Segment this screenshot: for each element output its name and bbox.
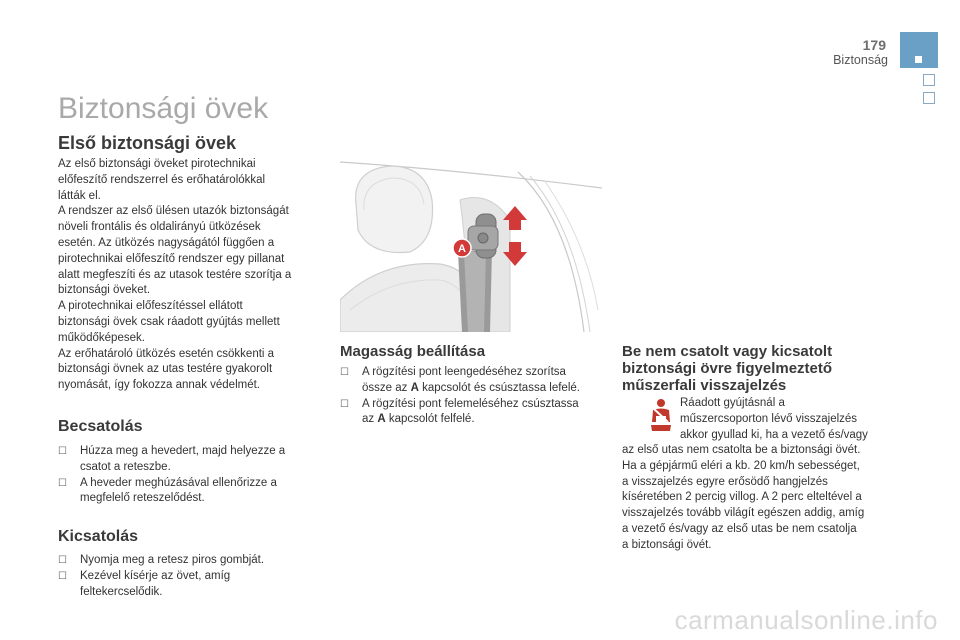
list-item: ☐ A rögzítési pont felemeléséhez csúsztassa az A kapcsolót felfelé. bbox=[340, 397, 579, 426]
seatbelt-height-illustration bbox=[340, 160, 602, 332]
section-name: Biztonság bbox=[833, 53, 888, 67]
fastening-heading: Becsatolás bbox=[58, 418, 143, 435]
warning-body: az első utas nem csatolta be a biztonsági övét. Ha a gépjármű eléri a kb. 20 km/h sebességet, a visszajelzés egyre erősödő hangjelzés kíséretében 2 percig villog. A 2 perc elteltével a visszajelzés tovább világít egészen addig, amíg a vezető és/vagy az első utas be nem csatolja a biztonsági övét. bbox=[622, 444, 865, 551]
text-line: látták el. bbox=[58, 189, 101, 202]
checkbox-bullet-icon: ☐ bbox=[58, 446, 67, 457]
text-line: nyomását, így fokozza annak védelmét. bbox=[58, 379, 260, 392]
unfastening-list bbox=[58, 553, 264, 600]
text-line: növeli frontális és oldalirányú ütközések bbox=[58, 221, 261, 234]
side-tab-box-2 bbox=[923, 92, 935, 104]
warning-intro: Ráadott gyújtásnál a műszercsoporton lévő visszajelzés akkor gyullad ki, ha a vezető és/vagy bbox=[680, 397, 868, 441]
height-adjust-list bbox=[340, 365, 580, 428]
text-line: pirotechnikai előfeszítő rendszer egy pillanat bbox=[58, 252, 285, 265]
checkbox-bullet-icon: ☐ bbox=[340, 398, 349, 410]
text-line: A rendszer az első ülésen utazók biztonságát bbox=[58, 205, 289, 218]
checkbox-bullet-icon: ☐ bbox=[58, 570, 67, 582]
page-number: 179 bbox=[862, 37, 886, 53]
text-line: Az első biztonsági öveket pirotechnikai bbox=[58, 158, 256, 170]
checkbox-bullet-icon: ☐ bbox=[58, 555, 67, 566]
text-line: A pirotechnikai előfeszítéssel ellátott bbox=[58, 300, 243, 313]
text-line: előfeszítő rendszerrel és erőhatárolókkal bbox=[58, 173, 266, 186]
height-adjust-heading: Magasság beállítása bbox=[340, 343, 486, 360]
section-tab bbox=[900, 32, 938, 68]
seatbelt-warning-icon bbox=[648, 398, 674, 432]
text-line: esetén. Az ütközés nagyságától függően a bbox=[58, 236, 275, 249]
list-item: ☐ Nyomja meg a retesz piros gombját. bbox=[58, 553, 264, 569]
text-line: Az erőhatároló ütközés esetén csökkenti a bbox=[58, 347, 275, 360]
label-a: A bbox=[458, 243, 466, 255]
page-title: Biztonsági övek bbox=[58, 92, 269, 125]
unfastening-heading: Kicsatolás bbox=[58, 528, 139, 545]
front-belts-heading: Első biztonsági övek bbox=[58, 133, 237, 153]
text-line: biztonsági öveket. bbox=[58, 284, 151, 297]
list-item: ☐ Kezével kísérje az övet, amíg feltekercselődik. bbox=[58, 569, 231, 598]
text-line: alatt megfeszíti és az utasok testére szorítja a bbox=[58, 268, 292, 281]
list-item: ☐ A heveder meghúzásával ellenőrizze a megfelelő reteszelődést. bbox=[58, 476, 277, 505]
checkbox-bullet-icon: ☐ bbox=[340, 367, 349, 378]
tab-marker bbox=[915, 56, 922, 63]
fastening-list bbox=[58, 444, 285, 507]
text-line: működőképesek. bbox=[58, 331, 145, 344]
checkbox-bullet-icon: ☐ bbox=[58, 477, 67, 489]
text-line: biztonsági övnek az utas testére gyakorolt bbox=[58, 363, 273, 376]
watermark: carmanualsonline.info bbox=[674, 605, 938, 635]
list-item: ☐ A rögzítési pont leengedéséhez szorítsa össze az A kapcsolót és csúsztassa lefelé. bbox=[340, 366, 580, 394]
text-line: biztonsági övek csak ráadott gyújtás mellett bbox=[58, 315, 280, 328]
warning-heading: Be nem csatolt vagy kicsatolt biztonsági övre figyelmeztető műszerfali visszajelzés bbox=[622, 343, 833, 394]
front-belts-text bbox=[58, 157, 291, 394]
list-item: ☐ Húzza meg a hevedert, majd helyezze a csatot a reteszbe. bbox=[58, 445, 286, 473]
side-tab-box-1 bbox=[923, 74, 935, 86]
